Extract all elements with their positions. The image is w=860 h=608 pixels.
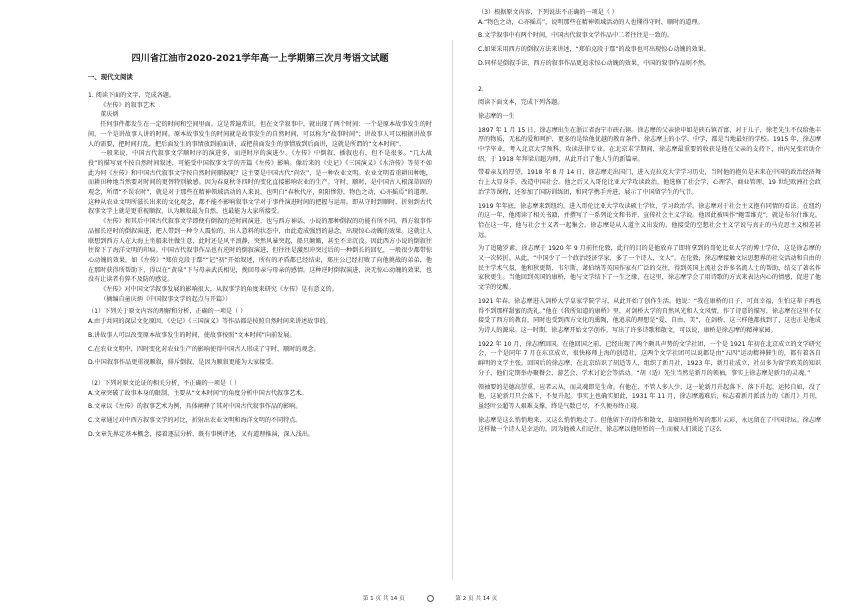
question-number: 2.	[478, 85, 484, 93]
article-paragraph: 任何事件都发生在一定的时间和空间里面。这是普遍常识，但在文学叙事中，就出现了两个时间：一个是原本故事发生的时间，一个是讲故事人讲的时间。原本故事发生的时间就是故事发生的自然时间，可以称为“故事时间”；讲故事人可以根据讲故事人的需要，把时间打乱，把后面发生的事情放到前面讲，或把前面发生的事情放到后面讲，这就是所谓的“文本时间”。	[88, 121, 432, 148]
page-number-right: 第 2 页 共 14 页	[455, 596, 498, 602]
article-paragraph: 《左传》和其后中国古代叙事文学即便有倒叙的逆时间演进，也与西方神话、小说的那种倒叙的功能有所不同。西方叙事作品擅长逆时的倒叙演进，把人带到一种令人震惊的、出人意料的状态中，由此造成强烈的悬念，出现惊心动魄的效果。这就让人联想到西方人在大海上坐船来往做生意，此时还是风平浪静，突然风暴突起，船只颠簸，甚至不幸沉没。因此西方小说的倒叙往往留下了海洋文明的印痕。中国古代叙事作品也有逆时的倒叙演进，但往往是激烈冲突过后的一种倒长的回忆，一般很少都带惊心动魄的效果。如《左传》“郑伯克段于鄢”“记”初”开始叙述，所有的矛盾都已经结束，郑庄公已经打败了向他挑战的弟弟，他在那时获得所帮助下，得以在“黄泉”下与母亲武氏相见，挽回母亲与母亲的感情。这种逆时倒叙演进，决无惊心动魄的效果，也没有让读者有猝不及防的感觉。	[88, 218, 432, 284]
option-a: A.由于共同的深层文化原因，《史记》《三国演义》等作品都是按照自然时间来讲述故事的。	[88, 318, 332, 326]
article-paragraph: 为了追随罗素，徐志摩于 1920 年 9 月前往伦敦，此行的目的是他放弃了即将拿到的哥伦比亚大学的博士学位，这是徐志摩的又一次转折。从此，“中国少了一个政治经济学家，多了一个诗人，文人”。在伦敦，徐志摩接触文坛思想界的社交活动和自由的民主学术气氛，他和狄更斯、韦尔斯、萧伯纳等英国作家有广泛的交往，得到英国上流社会许多名流人士的帮助，结交了著名作家狄更生。当他回到英国的康桥，他与文学结下了一生之缘，在这里，徐志摩学会了用诗歌的方式来表达内心的情感，促进了他文学的觉醒。	[478, 245, 821, 292]
option-b: B.讲故事人可以改变原本故事发生的时间，使故事按照“文本时间”向前发展。	[88, 331, 296, 339]
article-title: 徐志摩的一生	[478, 112, 515, 120]
option-b: B.文章以《左传》的叙事艺术为例，具体阐释了其对中国古代叙事作品的影响。	[88, 403, 302, 411]
article-author: 董庆炳	[100, 111, 119, 119]
question-stem: （2）下列对原文论证的相关分析，不正确的一项是（ ）	[88, 379, 241, 387]
section-heading: 一、现代文阅读	[88, 73, 133, 81]
option-a: A.“物色之动，心亦摇焉”，说明那些在精神领域活动的人也懂得守时、顺时的道理。	[478, 18, 704, 26]
article-title: 《左传》的叙事艺术	[100, 101, 156, 109]
circle-icon	[427, 595, 434, 602]
right-column	[478, 0, 821, 586]
article-paragraph: 一般来说，中国古代叙事文学顺时序的演进多，而逆时序的演进少。《左传》中倒叙、插叙也有，但不是很多。“几大战役”的描写衰不按自然时间叙述，可能受中国叙事文学的开篇《左传》影响。像后来的《史记》《三国演义》《水浒传》等莫不如此为何《左传》和中国古代叙事文学按自然时间顺叙呢？这主要是中国古代“尚农”，是一种农业文明。农业文明看重耕田种地，而耕田种地当然要对时间的更替特别敏感。因为春夏秋冬四时的变化直接影响农业的生产。守时、顺时，是中国古人根深蒂固的观念，所谓“不误农时”，就是对于那些在精神领域活动的人来说，也明白“春秋代序，阴阳惨舒，物色之动，心亦摇焉”的道理。这种从农业文明所滋长出来的文化观念，都不能不影响叙事文学对于事件演进时间的把握与运用。即从守时到顺时，折射到古代叙事文学上就是更重视顺叙，认为顺叙最为自然，也最能为大家所接受。	[88, 150, 432, 216]
column-divider	[452, 40, 453, 580]
page-footer	[0, 594, 860, 602]
article-paragraph: 带着亲友的厚望，1918 年 8 月 14 日，徐志摩走出国门，进入克拉克大学学习历史，当时他的抱负是未来在中国的政治经济舞台上大显身手，改造中国社会。他之后又入哥伦比亚大学攻读政治，他选修了社会学、心理学、商业管理、19 世纪欧洲社会政治学等课程，还参加了国防训练团，和同学携手并进，展示了中国留学生的气节。	[478, 169, 821, 196]
option-b: B.文学叙事中有两个时间，中国古代叙事文学作品中二者往往是一致的。	[478, 32, 674, 40]
article-paragraph: 1922 年 10 月，徐志摩回国。在他回国之前，已经出现了两个颇具声势的文学社团，一个是 1921 年初在北京成立的文学研究会，一个是同年 7 月在东京成立，很快移师上海的创造社，这两个文学社团可以说都是由“五四”运动精神催生的，都有着各自鲜明的文学主张。回国后的徐志摩，在北京结识了胡适等人，组织了新月社，1923 年，新月社成立，社员多为留学欧美的知识分子，他们定期举办聚餐会、游艺会、学术讨论会等活动。“胡（适）先生当然是新月的领袖，事实上徐志摩是新月的灵魂。”	[478, 340, 821, 377]
page-title: 四川省江油市2020-2021学年高一上学期第三次月考语文试题	[131, 53, 389, 64]
article-paragraph: 1897 年 1 月 15 日，徐志摩出生在浙江省海宁市硖石镇。徐志摩的父亲徐申如是硖石镇首富，对于儿子，徐老先生不仅给他丰厚的物质，无私的爱和呵护，更多的是给他优越的教育条件。徐志摩上的小学、中学，都是当地最好的学校。1915 年，徐志摩中学毕业，考入北京大学预科，攻读法律专业。在北京求学期间，徐志摩最重要的收获是他在父亲的支持下，由内兄张君劢介绍，于 1918 年拜梁启超为师，从此开启了他人生的新篇章。	[478, 126, 821, 163]
article-paragraph: 徐志摩是这么悄悄地来，又这么悄悄地走了。但他留下的诗作和散文，却如同他所写的那片云彩，永远留在了中国诗坛。徐志摩这样做一个诗人是幸运的，因为他被人们记住，徐志摩以他短暂的一生而被人们谈论了这么	[478, 416, 821, 434]
option-d: D.文章先界定基本概念，接着逐层分析，既有事例评述，又有道理推演，深入浅出。	[88, 430, 315, 438]
option-d: D.中国叙事作品更重视顺叙，排斥倒叙，是因为顺叙更能为大家接受。	[88, 359, 278, 367]
option-d: D.同样是倒叙手法，西方的叙事作品更追求惊心动魄的效果，中国的叙事作品则不然。	[478, 59, 711, 67]
left-column	[88, 0, 432, 586]
question-stem: （3）根据原文内容，下列说法不正确的一项是（ ）	[478, 9, 618, 16]
page-number-left: 第 1 页 共 14 页	[362, 596, 405, 602]
option-c: C.文章通过对中西方叙事文学的对比，折射出农业文明和海洋文明的不同特点。	[88, 417, 302, 425]
article-paragraph: 领袖要的是德高望重，应者云从，而灵魂即是生命。有他在，不管人多人少，这一轮新月升起落下、落下升起，运转自如，没了他，这轮新月只会落下，不复升起。事实上也确实如此，1931 年 11 月，徐志摩遇难后，标志着新月派活力的《新月》月刊，虽经叶公超等人艰难支撑，终是气数已尽，不久便寿终正寝。	[478, 383, 821, 410]
question-stem: （1）下列关于原文内容的理解和分析，正确的一项是（ ）	[88, 308, 247, 316]
article-source: （摘编自童庆炳《中国叙事文学的起点与开篇》）	[100, 295, 232, 303]
option-c: C.如果采用西方的倒叙方法来讲述，“郑伯克段于鄢”的故事也可出现惊心动魄的效果。	[478, 46, 710, 54]
article-paragraph: 《左传》对中国文学叙事发展的影响很大，从叙事学的角度来研究《左传》是有意义的。	[100, 286, 338, 294]
article-paragraph: 1921 年春，徐志摩进入剑桥大学皇家学院学习，从此开始了创作生活。他说：“我在康桥的日子，可真幸福，生怕这辈子再也得不到那样甜蜜的洗礼。”他在《我所知道的康桥》里，对剑桥大学的自然风光和人文风情，作了诗意的描写，徐志摩在这里不仅接受了西方的教育，同时也受到西方文化的熏陶，他追求的理想是“爱、自由、美”，在剑桥，这三样他都找到了，这也正是他成为诗人的源泉。这一时期，徐志摩开始文学创作，写出了许多诗歌和散文，可以说，康桥是徐志摩的精神家园。	[478, 297, 821, 334]
article-paragraph: 1919 年年底，徐志摩来到纽约，进入哥伦比亚大学攻读硕士学位，学习政治学。徐志摩对于社会主义抱有同情的看法。在纽约的这一年，他阅读了相关书籍，并撰写了一系列论文和书评，宣传社会主义学说。他因此被叫作“鲍雪维克”，就是布尔什维克。恰在这一年，他与社会主义者一起集会。徐志摩是从人道主义出发的，他接受的空想社会主义学说与真正的马克思主义相差甚远。	[478, 202, 821, 239]
option-a: A.文章突破了故事本身的限制，主要从“文本时间”的角度分析中国古代叙事艺术。	[88, 389, 308, 397]
question-intro: 阅读下面文本，完成下列各题。	[478, 99, 564, 107]
question-intro: 1. 阅读下面的文字，完成各题。	[88, 92, 175, 99]
option-c: C.在农业文明中，四时变化对农业生产的影响使得中国古人形成了守时、顺时的观念。	[88, 345, 320, 353]
